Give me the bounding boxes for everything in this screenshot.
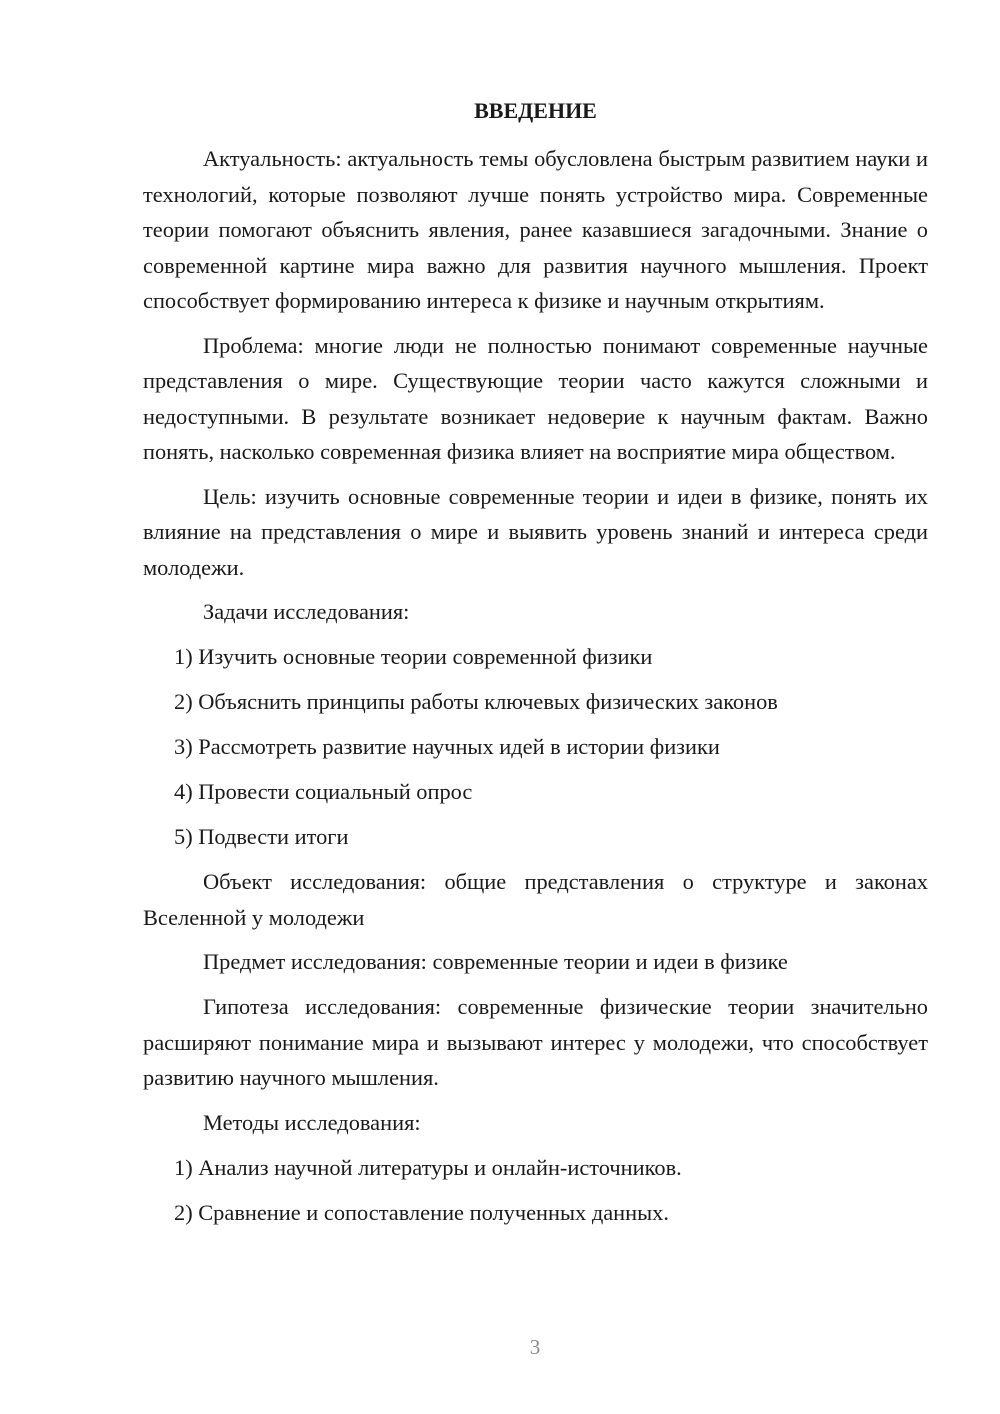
tasks-heading: Задачи исследования: <box>203 599 410 624</box>
task-item: 5) Подвести итоги <box>174 824 349 849</box>
relevance-paragraph: Актуальность: актуальность темы обусловлена быстрым развитием науки и технологий, которые позволяют лучше понять устройство мира. Современные теории помогают объяснить явления, ранее казавшиеся загадочными. Знание о современной картине мира важно для развития научного мышления. Проект способствует формированию интереса к физике и научным открытиям. <box>143 146 928 313</box>
hypothesis-paragraph: Гипотеза исследования: современные физические теории значительно расширяют понимание мира и вызывают интерес у молодежи, что способствует развитию научного мышления. <box>143 994 928 1090</box>
object-paragraph: Объект исследования: общие представления о структуре и законах Вселенной у молодежи <box>143 869 928 930</box>
section-title: ВВЕДЕНИЕ <box>474 98 597 123</box>
methods-list <box>143 1150 928 1231</box>
task-item: 2) Объяснить принципы работы ключевых физических законов <box>174 689 778 714</box>
task-item: 3) Рассмотреть развитие научных идей в истории физики <box>174 734 720 759</box>
task-item: 4) Провести социальный опрос <box>174 779 473 804</box>
methods-heading: Методы исследования: <box>203 1109 421 1135</box>
subject-paragraph: Предмет исследования: современные теории и идеи в физике <box>203 949 788 974</box>
page-number: 3 <box>529 1335 541 1359</box>
method-item: 1) Анализ научной литературы и онлайн-источников. <box>174 1154 682 1180</box>
problem-paragraph: Проблема: многие люди не полностью понимают современные научные представления о мире. Существующие теории часто кажутся сложными и недоступными. В результате возникает недоверие к научным фактам. Важно понять, насколько современная физика влияет на восприятие мира обществом. <box>143 332 928 464</box>
goal-paragraph: Цель: изучить основные современные теории и идеи в физике, понять их влияние на представления о мире и выявить уровень знаний и интереса среди молодежи. <box>143 483 928 580</box>
tasks-list <box>143 639 928 855</box>
task-item: 1) Изучить основные теории современной физики <box>174 644 653 669</box>
document-page <box>143 96 928 1240</box>
method-item: 2) Сравнение и сопоставление полученных данных. <box>174 1199 669 1225</box>
